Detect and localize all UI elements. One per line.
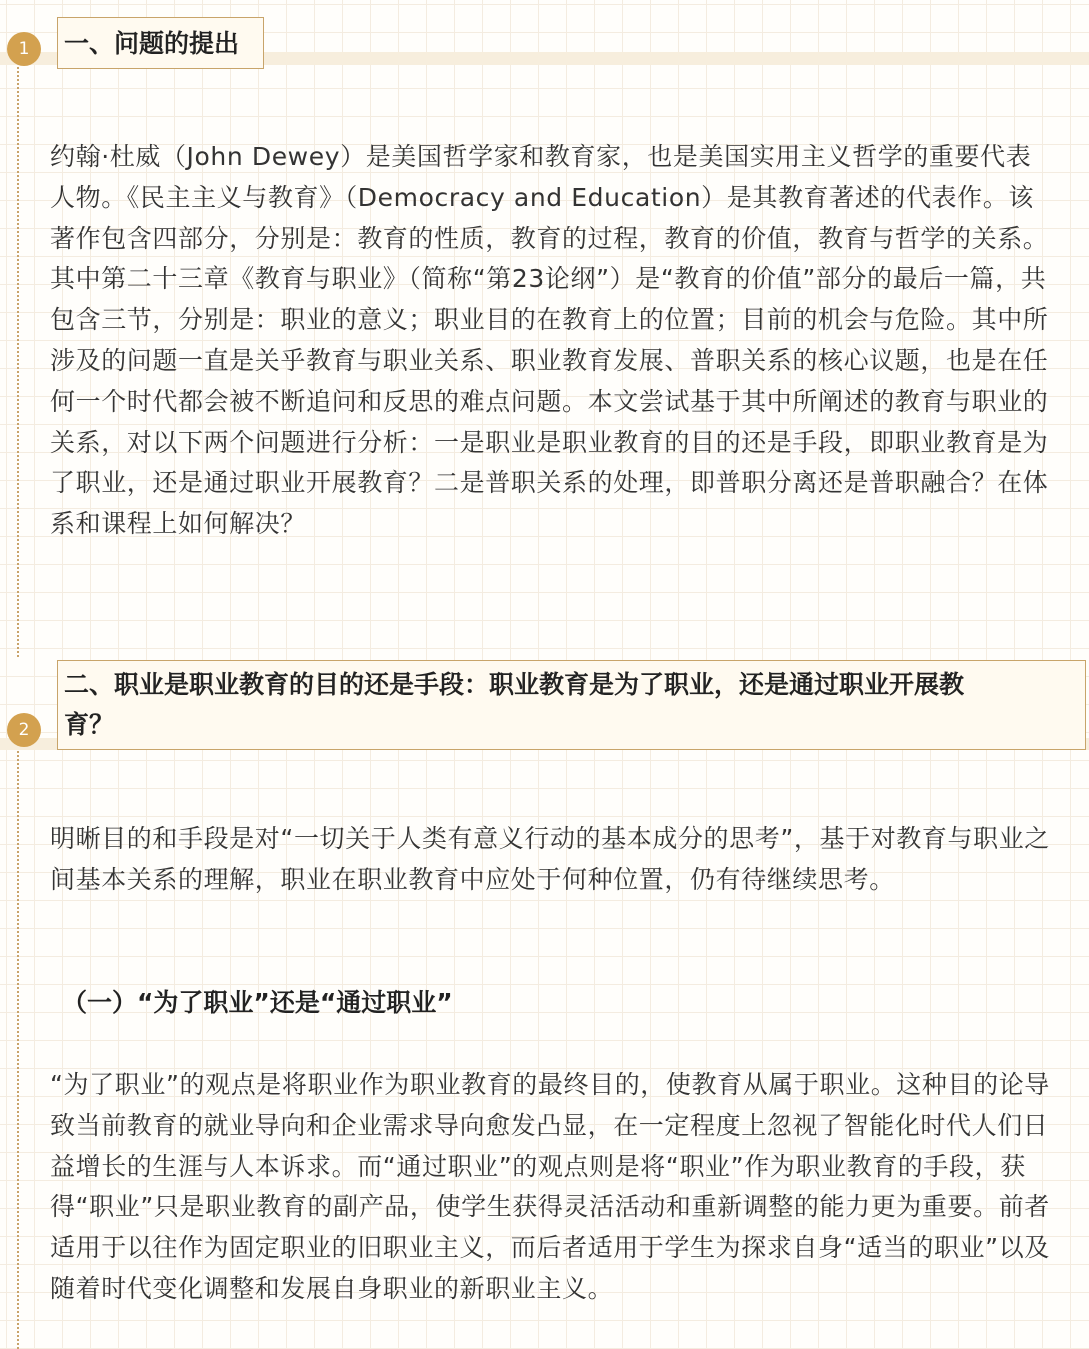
timeline-dotted-line <box>17 748 19 1349</box>
section-heading-text: 育？ <box>64 710 115 739</box>
section-heading <box>57 17 264 69</box>
timeline-dotted-line <box>17 67 19 657</box>
body-paragraph: “为了职业”的观点是将职业作为职业教育的最终目的，使教育从属于职业。这种目的论导致当前教育的就业导向和企业需求导向愈发凸显，在一定程度上忽视了智能化时代人们日益增长的生涯与人本诉求。而“通过职业”的观点则是将“职业”作为职业教育的手段，获得“职业”只是职业教育的副产品，使学生获得灵活活动和重新调整的能力更为重要。前者适用于以往作为固定职业的旧职业主义，而后者适用于学生为探求自身“适当的职业”以及随着时代变化调整和发展自身职业的新职业主义。 <box>50 1070 1050 1303</box>
section-number-badge: 1 <box>7 32 41 66</box>
section-heading-text: 二、职业是职业教育的目的还是手段：职业教育是为了职业，还是通过职业开展教 <box>64 670 965 699</box>
section-heading <box>57 660 1086 750</box>
section-number-badge: 2 <box>7 713 41 747</box>
body-paragraph: 约翰·杜威（John Dewey）是美国哲学家和教育家，也是美国实用主义哲学的重要代表人物。《民主主义与教育》（Democracy and Education）是其教育著述的代表作。该著作包含四部分，分别是：教育的性质，教育的过程，教育的价值，教育与哲学的关系。其中第二十三章《教育与职业》（简称“第23论纲”）是“教育的价值”部分的最后一篇，共包含三节，分别是：职业的意义；职业目的在教育上的位置；目前的机会与危险。其中所涉及的问题一直是关乎教育与职业关系、职业教育发展、普职关系的核心议题，也是在任何一个时代都会被不断追问和反思的难点问题。本文尝试基于其中所阐述的教育与职业的关系，对以下两个问题进行分析：一是职业是职业教育的目的还是手段，即职业教育是为了职业，还是通过职业开展教育？二是普职关系的处理，即普职分离还是普职融合？在体系和课程上如何解决？ <box>50 142 1049 539</box>
body-paragraph: 明晰目的和手段是对“一切关于人类有意义行动的基本成分的思考”，基于对教育与职业之间基本关系的理解，职业在职业教育中应处于何种位置，仍有待继续思考。 <box>50 824 1050 894</box>
subsection-heading: （一）“为了职业”还是“通过职业” <box>62 988 453 1017</box>
section-heading-text: 一、问题的提出 <box>64 29 240 58</box>
